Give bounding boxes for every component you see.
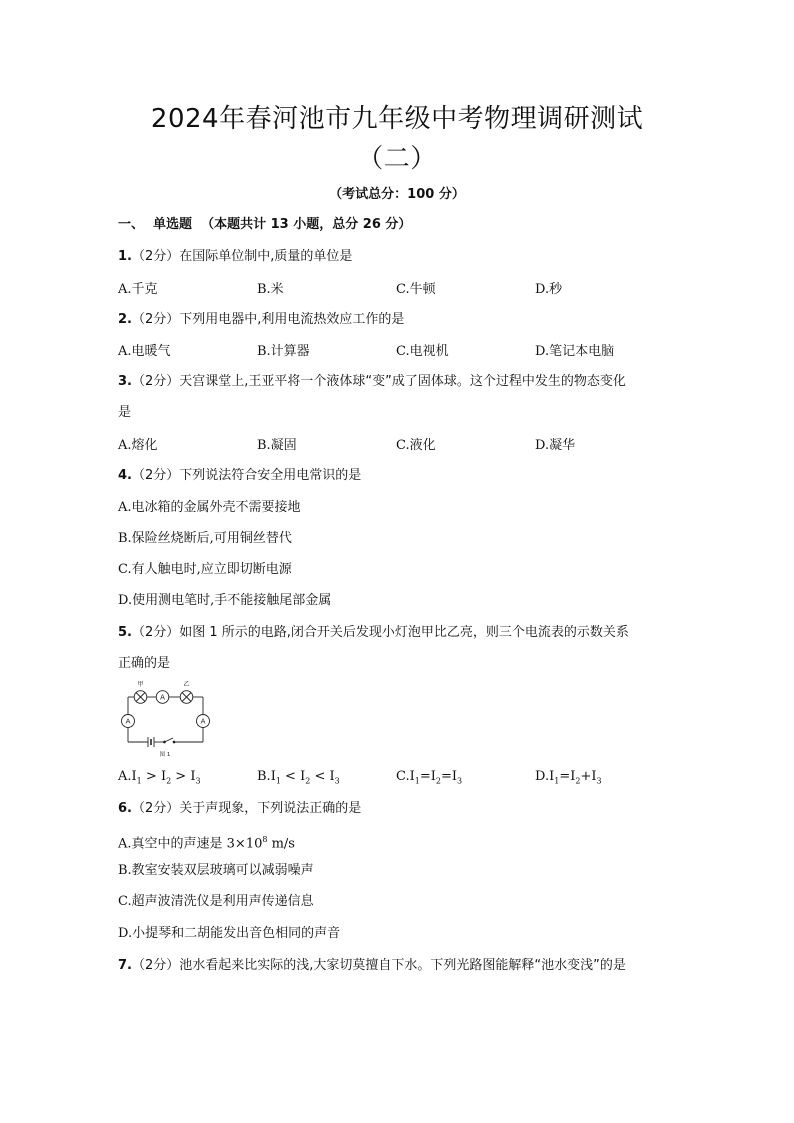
question-number: 4. [118,468,132,483]
question-2 [118,311,404,329]
question-number: 1. [118,249,132,264]
question-text: （2分）下列说法符合安全用电常识的是 [131,468,362,483]
question-5 [118,624,629,642]
ammeter-label: A [200,717,206,726]
question-6 [118,800,361,818]
question-number: 5. [118,625,132,640]
question-5-options [118,768,678,786]
option-a: A.电暖气 [118,344,171,359]
option-c: C.牛顿 [396,282,436,297]
question-3-text-continued: 是 [118,405,132,420]
option-c: C.超声波清洗仪是利用声传递信息 [118,894,314,909]
question-text: （2分）下列用电器中,利用电流热效应工作的是 [131,312,405,327]
question-text: （2分）池水看起来比实际的浅,大家切莫擅自下水。下列光路图能解释“池水变浅”的是 [131,958,626,973]
option-d: $D.I_1=I_2+I_3$ [535,769,602,786]
option-c: $C.I_1=I_2=I_3$ [396,769,463,786]
question-5-text-continued: 正确的是 [118,656,171,671]
option-d: D.小提琴和二胡能发出音色相同的声音 [118,926,341,941]
ammeter-label: A [160,693,165,702]
question-number: 6. [118,801,132,816]
option-c: C.电视机 [396,344,449,359]
option-b: B.教室安装双层玻璃可以减弱噪声 [118,863,314,878]
option-b: $B.I_1 < I_2 < I_3$ [257,769,340,786]
question-number: 2. [118,312,132,327]
question-7 [118,957,626,975]
section-heading-single-choice: 一、 单选题 （本题共计 13 小题，总分 26 分） [118,217,412,232]
question-text: （2分）在国际单位制中,质量的单位是 [131,249,353,264]
question-2-options [118,343,678,361]
question-4 [118,467,361,485]
option-c: C.有人触电时,应立即切断电源 [118,562,292,577]
question-1 [118,248,352,266]
question-3 [118,373,626,391]
option-a: $A.I_1 > I_2 > I_3$ [118,769,201,786]
option-d: D.秒 [535,282,563,297]
circuit-diagram-figure [118,678,213,758]
question-text: （2分）关于声现象，下列说法正确的是 [131,801,362,816]
option-b: B.保险丝烧断后,可用铜丝替代 [118,531,292,546]
question-3-options [118,437,678,455]
option-b: B.计算器 [257,344,310,359]
question-text: （2分）如图 1 所示的电路,闭合开关后发现小灯泡甲比乙亮，则三个电流表的示数关系 [131,625,629,640]
lamp-jia-label: 甲 [137,681,144,688]
question-text: （2分）天宫课堂上,王亚平将一个液体球“变”成了固体球。这个过程中发生的物态变化 [131,374,626,389]
option-b: B.米 [257,282,284,297]
option-d: D.凝华 [535,438,576,453]
question-1-options [118,281,678,299]
option-d: D.笔记本电脑 [535,344,615,359]
option-b: B.凝固 [257,438,297,453]
question-number: 7. [118,958,132,973]
figure-caption: 图 1 [159,752,171,758]
lamp-yi-label: 乙 [183,681,190,688]
option-d: D.使用测电笔时,手不能接触尾部金属 [118,593,332,608]
exam-title-line1: 2024年春河池市九年级中考物理调研测试 [150,104,644,134]
option-a: A.熔化 [118,438,158,453]
exam-total-score: （考试总分：100 分） [329,187,465,202]
exam-title-line2: （二） [357,144,437,174]
option-a: A.千克 [118,282,158,297]
option-a: A.电冰箱的金属外壳不需要接地 [118,500,301,515]
option-c: C.液化 [396,438,436,453]
question-number: 3. [118,374,132,389]
option-a: A.真空中的声速是 $3\times 10^8$ m/s [118,835,295,852]
ammeter-label: A [125,717,131,726]
